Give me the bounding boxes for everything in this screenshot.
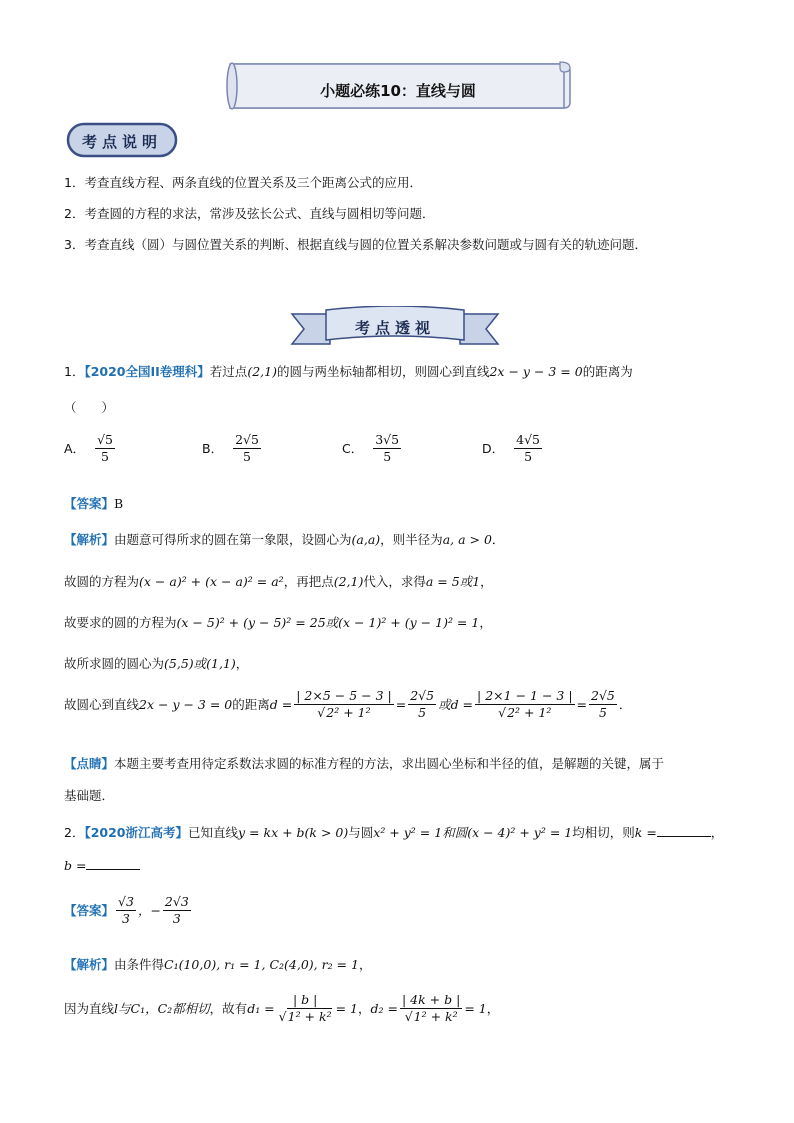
choice-label: C． xyxy=(342,441,364,457)
math: ，− xyxy=(137,903,161,919)
question-source: 【2020全国II卷理科】 xyxy=(84,364,210,379)
fraction xyxy=(475,688,575,721)
math: x² + y² = 1和圆(x − 4)² + y² = 1 xyxy=(373,825,573,840)
q1-analysis-step-4 xyxy=(64,654,248,672)
denominator: 5 xyxy=(418,704,427,720)
math: (x − 5)² + (y − 5)² = 25或(x − 1)² + (y − 1)² = 1 xyxy=(176,615,480,630)
choice-b xyxy=(202,432,263,465)
numerator: 4√5 xyxy=(516,432,541,447)
text: 由条件得 xyxy=(114,957,165,972)
math: d₁ = xyxy=(247,1000,275,1016)
math: (2,1) xyxy=(333,574,364,589)
radicand: 1² + k² xyxy=(287,1008,332,1024)
text: 故所求圆的圆心为 xyxy=(64,656,165,671)
fraction xyxy=(514,432,542,465)
numerator: √3 xyxy=(118,894,134,909)
numerator: √5 xyxy=(97,432,113,447)
question-2-stem-b xyxy=(64,857,140,873)
math: = 1 xyxy=(464,1000,487,1016)
fraction xyxy=(408,688,436,721)
stem-text: 的圆与两坐标轴都相切，则圆心到直线 xyxy=(276,364,490,379)
math: y = kx + b(k > 0) xyxy=(238,825,349,840)
fraction xyxy=(233,432,261,465)
math: b = xyxy=(64,858,87,873)
choice-c xyxy=(342,432,403,465)
radicand: 2² + 1² xyxy=(326,704,371,720)
denominator: √2² + 1² xyxy=(498,704,552,720)
q1-comment-line-1 xyxy=(64,754,664,772)
math: (2,1) xyxy=(247,364,277,379)
analysis-tag: 【解析】 xyxy=(64,532,115,547)
radicand: 1² + k² xyxy=(413,1008,458,1024)
question-2-stem xyxy=(64,823,723,841)
math: a = 5或1 xyxy=(425,574,481,589)
math: = xyxy=(395,696,407,712)
exam-point-2: 2．考查圆的方程的求法，常涉及弦长公式、直线与圆相切等问题． xyxy=(64,206,435,221)
q2-analysis-step-2 xyxy=(64,992,499,1025)
text: 的距离 xyxy=(232,697,270,713)
denominator: 5 xyxy=(383,448,392,464)
answer-value: B xyxy=(114,496,124,511)
q1-analysis-step-3 xyxy=(64,613,492,631)
choice-label: A． xyxy=(64,441,86,457)
answer-tag: 【答案】 xyxy=(64,496,115,511)
text: ． xyxy=(618,697,632,713)
text: ， xyxy=(486,1001,500,1017)
denominator: √1² + k² xyxy=(278,1008,332,1024)
stem-text: 的距离为 xyxy=(582,364,633,379)
choice-a xyxy=(64,432,117,465)
text: ， xyxy=(479,615,492,630)
text: ，再把点 xyxy=(283,574,334,589)
text: 本题主要考查用待定系数法求圆的标准方程的方法，求出圆心坐标和半径的值，是解题的关键，属于 xyxy=(114,756,665,771)
question-1-stem xyxy=(64,362,633,380)
blank-b xyxy=(86,857,140,870)
comment-tag: 【点睛】 xyxy=(64,756,115,771)
fraction xyxy=(400,992,462,1025)
math: = xyxy=(576,696,588,712)
math: d = xyxy=(269,696,293,712)
fraction xyxy=(277,992,334,1025)
numerator: 2√5 xyxy=(591,688,615,703)
q1-answer xyxy=(64,494,123,512)
text: 故圆心到直线 xyxy=(64,697,140,713)
exam-point-3: 3．考查直线（圆）与圆位置关系的判断、根据直线与圆的位置关系解决参数问题或与圆有关的轨迹问题． xyxy=(64,237,647,252)
q1-analysis-step-5 xyxy=(64,688,631,721)
text: ， xyxy=(235,656,249,671)
fraction xyxy=(116,894,136,927)
numerator: | 4k + b | xyxy=(402,992,461,1007)
text: 代入，求得 xyxy=(363,574,426,589)
math: 2x − y − 3 = 0 xyxy=(489,364,583,379)
text: 均相切，则 xyxy=(572,825,635,840)
math: (5,5)或(1,1) xyxy=(164,656,236,671)
text: 已知直线 xyxy=(188,825,239,840)
math: a, a > 0 xyxy=(442,532,492,547)
text: 因为直线 xyxy=(64,1001,115,1017)
q1-analysis-step-2 xyxy=(64,572,493,590)
text: 由题意可得所求的圆在第一象限，设圆心为 xyxy=(114,532,352,547)
numerator: | 2×5 − 5 − 3 | xyxy=(296,688,392,703)
denominator: √1² + k² xyxy=(404,1008,458,1024)
choice-label: D． xyxy=(482,441,505,457)
text: ． xyxy=(491,532,505,547)
question-source: 【2020浙江高考】 xyxy=(84,825,188,840)
q2-answer xyxy=(64,894,193,927)
denominator: 5 xyxy=(243,448,251,464)
fraction xyxy=(95,432,115,465)
text: ， xyxy=(710,825,724,840)
math: (x − a)² + (x − a)² = a² xyxy=(139,574,284,589)
text: 故圆的方程为 xyxy=(64,574,140,589)
text: 故要求的圆的方程为 xyxy=(64,615,177,630)
analysis-tag: 【解析】 xyxy=(64,957,115,972)
q1-comment-line-2: 基础题． xyxy=(64,788,115,803)
math: l与C₁，C₂都相切 xyxy=(114,1001,210,1017)
section-ribbon-label: 考点透视 xyxy=(354,319,435,337)
fraction xyxy=(373,432,401,465)
text: ， xyxy=(480,574,493,589)
numerator: | 2×1 − 1 − 3 | xyxy=(477,688,573,703)
text: 与圆 xyxy=(348,825,374,840)
text: ，则半径为 xyxy=(380,532,443,547)
answer-paren: （ ） xyxy=(64,400,115,415)
q1-analysis-step-1 xyxy=(64,530,504,548)
section-badge-label: 考点说明 xyxy=(81,133,162,151)
denominator: 5 xyxy=(101,448,109,464)
fraction xyxy=(589,688,617,721)
math: d₂ = xyxy=(370,1000,398,1016)
numerator: 3√5 xyxy=(375,432,400,447)
radicand: 2² + 1² xyxy=(507,704,552,720)
stem-text: 若过点 xyxy=(209,364,248,379)
numerator: | b | xyxy=(292,992,318,1007)
exam-point-1: 1．考查直线方程、两条直线的位置关系及三个距离公式的应用． xyxy=(64,175,422,190)
fraction xyxy=(163,894,191,927)
numerator: 2√5 xyxy=(410,688,435,703)
page-title: 小题必练10：直线与圆 xyxy=(320,82,476,100)
q2-analysis-step-1 xyxy=(64,955,371,973)
math: (a,a) xyxy=(351,532,381,547)
denominator: 3 xyxy=(122,910,130,926)
math: 2x − y − 3 = 0 xyxy=(139,696,233,712)
denominator: 5 xyxy=(598,704,607,720)
numerator: 2√5 xyxy=(235,432,259,447)
math: C₁(10,0), r₁ = 1, C₂(4,0), r₂ = 1 xyxy=(164,957,359,972)
choice-label: B． xyxy=(202,441,224,457)
text: ，故有 xyxy=(209,1001,248,1017)
choice-d xyxy=(482,432,544,465)
question-number: 1． xyxy=(64,364,85,379)
math: k = xyxy=(634,825,657,840)
blank-k xyxy=(657,824,711,837)
math: = 1 xyxy=(335,1000,359,1016)
answer-tag: 【答案】 xyxy=(64,903,115,919)
denominator: √2² + 1² xyxy=(317,704,371,720)
text: ， xyxy=(358,1001,371,1017)
fraction xyxy=(294,688,394,721)
text: ， xyxy=(358,957,372,972)
math: 或d = xyxy=(438,697,474,713)
question-number: 2． xyxy=(64,825,85,840)
denominator: 5 xyxy=(524,448,533,464)
denominator: 3 xyxy=(172,910,181,926)
numerator: 2√3 xyxy=(164,894,189,909)
